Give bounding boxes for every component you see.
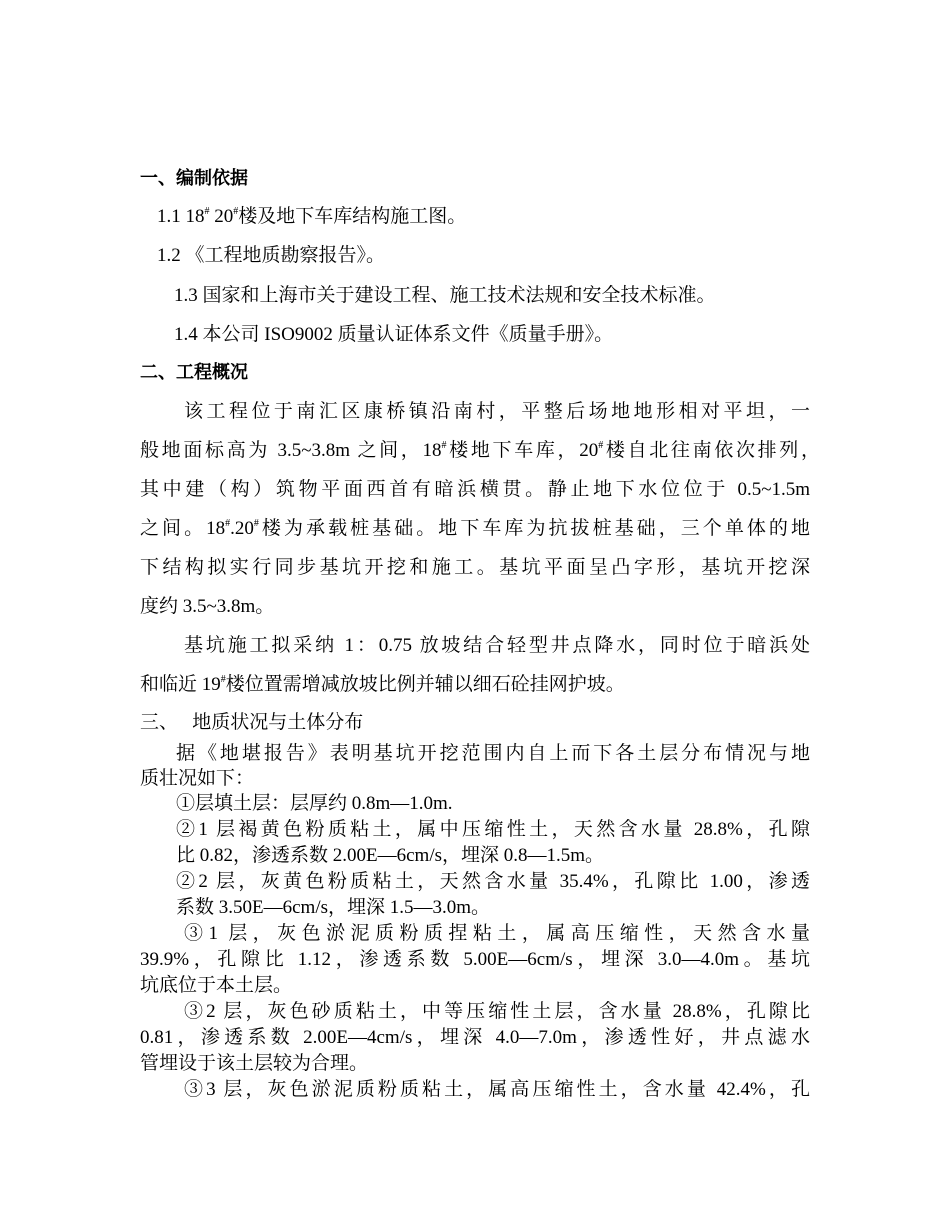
s1-item-4: 1.4 本公司 ISO9002 质量认证体系文件《质量手册》。: [174, 324, 614, 345]
s3-layer-3-line-1: ②2 层，灰黄色粉质粘土，天然含水量 35.4%，孔隙比 1.00，渗透: [176, 871, 810, 892]
s3-layer-4-line-2: 39.9%，孔隙比 1.12，渗透系数 5.00E—6cm/s，埋深 3.0—4.0m。基坑: [140, 949, 810, 970]
s3-layer-4-line-1: ③1 层，灰色淤泥质粉质捏粘土，属高压缩性，天然含水量: [184, 923, 810, 944]
s2-p1-line-2: 般地面标高为 3.5~3.8m 之间，18#楼地下车库，20#楼自北往南依次排列，: [140, 440, 820, 461]
s3-intro-line-2: 质壮况如下：: [140, 768, 255, 789]
s3-layer-5-line-2: 0.81，渗透系数 2.00E—4cm/s，埋深 4.0—7.0m，渗透性好，井点滤水: [140, 1027, 810, 1048]
s3-layer-3-line-2: 系数 3.50E—6cm/s，埋深 1.5—3.0m。: [176, 897, 491, 918]
s3-layer-6-line-1: ③3 层，灰色淤泥质粉质粘土，属高压缩性土，含水量 42.4%，孔: [184, 1079, 810, 1100]
s2-p1-line-3: 其中建（构）筑物平面西首有暗浜横贯。静止地下水位位于 0.5~1.5m: [140, 479, 810, 500]
section-2-heading: 二、工程概况: [140, 362, 248, 383]
s2-p1-line-5: 下结构拟实行同步基坑开挖和施工。基坑平面呈凸字形，基坑开挖深: [140, 557, 810, 578]
s3-layer-2-line-1: ②1 层褐黄色粉质粘土，属中压缩性土，天然含水量 28.8%，孔隙: [176, 819, 810, 840]
s2-p1-line-6: 度约 3.5~3.8m。: [140, 596, 275, 617]
s3-layer-2-line-2: 比 0.82，渗透系数 2.00E—6cm/s，埋深 0.8—1.5m。: [176, 845, 605, 866]
s3-layer-5-line-1: ③2 层，灰色砂质粘土，中等压缩性土层，含水量 28.8%，孔隙比: [184, 1001, 810, 1022]
section-1-heading: 一、编制依据: [140, 168, 248, 189]
s1-item-2: 1.2 《工程地质勘察报告》。: [157, 245, 386, 266]
s2-p1-line-4: 之间。18#.20#楼为承载桩基础。地下车库为抗拔桩基础，三个单体的地: [140, 518, 810, 539]
s3-layer-4-line-3: 坑底位于本土层。: [140, 975, 293, 996]
s1-item-3: 1.3 国家和上海市关于建设工程、施工技术法规和安全技术标准。: [174, 285, 716, 306]
s3-intro-line-1: 据《地堪报告》表明基坑开挖范围内自上而下各土层分布情况与地: [176, 743, 810, 764]
section-3-heading: 三、 地质状况与土体分布: [140, 712, 364, 733]
s2-p2-line-1: 基坑施工拟采纳 1：0.75 放坡结合轻型井点降水，同时位于暗浜处: [184, 635, 810, 656]
s1-item-1: 1.1 18# 20#楼及地下车库结构施工图。: [157, 206, 467, 227]
s2-p1-line-1: 该工程位于南汇区康桥镇沿南村，平整后场地地形相对平坦，一: [184, 401, 810, 422]
s3-layer-1: ①层填土层：层厚约 0.8m—1.0m.: [176, 793, 453, 814]
s2-p2-line-2: 和临近 19#楼位置需增减放坡比例并辅以细石砼挂网护坡。: [140, 674, 625, 695]
s3-layer-5-line-3: 管埋设于该土层较为合理。: [140, 1053, 369, 1074]
